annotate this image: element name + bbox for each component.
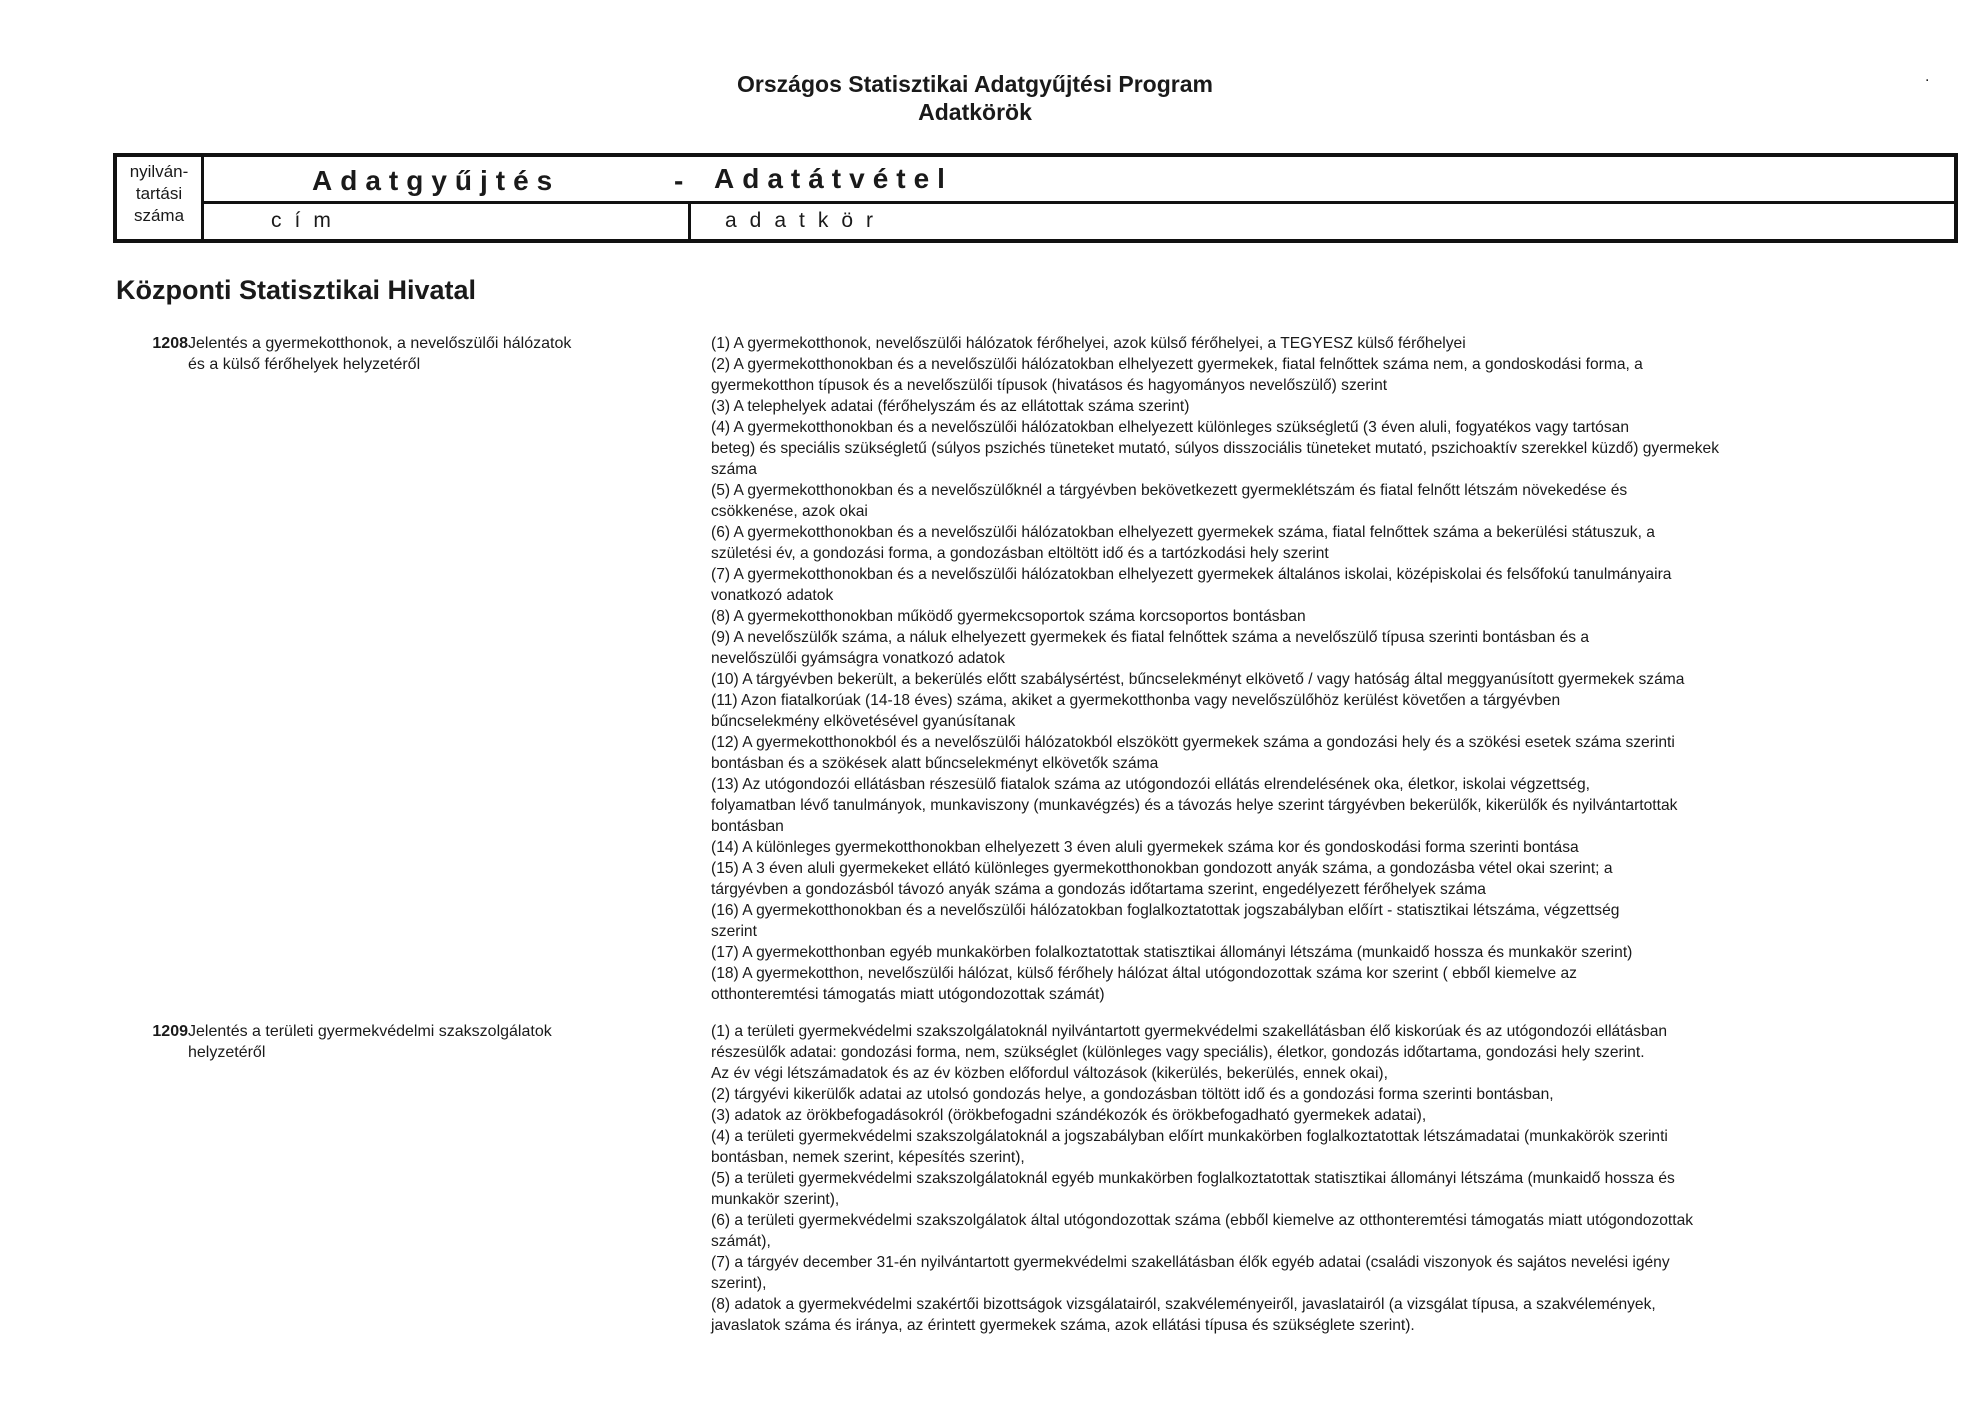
entry-item: (2) A gyermekotthonokban és a nevelőszülői hálózatokban elhelyezett gyermekek, fiatal felnőttek száma nem, a gondoskodási forma, a gyermekotthon típusok és a nevelőszülői típusok (hivatásos és hagyományos nevelőszülő) szerint: [711, 356, 1643, 394]
header-divider-vertical: [688, 203, 691, 239]
entry-item: (6) A gyermekotthonokban és a nevelőszülői hálózatokban elhelyezett gyermekek száma, fiatal felnőttek száma a bekerülési státuszuk, a születési év, a gondozási forma, a gondozásban eltöltött idő és a tartózkodási hely szerint: [711, 524, 1655, 562]
collection-label: Adatgyűjtés: [312, 165, 561, 196]
entry-id: 1209: [152, 1023, 188, 1040]
entry-item: (17) A gyermekotthonban egyéb munkakörben folalkoztatottak statisztikai állományi létszáma (munkaidő hossza és munkakör szerint): [711, 944, 1633, 961]
entry-item: (13) Az utógondozói ellátásban részesülő fiatalok száma az utógondozói ellátás elrendelésének oka, életkor, iskolai végzettség, folyamatban lévő tanulmányok, munkaviszony (munkavégzés) és a távozás helye szerint tárgyévben bekerülők, kikerülők és nyilvántartottak bontásban: [711, 776, 1678, 835]
entry-item: (7) A gyermekotthonokban és a nevelőszülői hálózatokban elhelyezett gyermekek általános iskolai, középiskolai és felsőfokú tanulmányaira vonatkozó adatok: [711, 566, 1672, 604]
entry-title: Jelentés a területi gyermekvédelmi szakszolgálatok helyzetéről: [188, 1023, 552, 1061]
title-column-label: cím: [271, 209, 344, 232]
entry-item: (1) a területi gyermekvédelmi szakszolgálatoknál nyilvántartott gyermekvédelmi szakellátásban élő kiskorúak és az utógondozói ellátásban részesülők adatai: gondozási forma, nem, szükséglet (különleges vagy speciális), életkor, gondozás időtartama, gondozási hely szerint. Az év végi létszámadatok és az év közben előfordul változások (kikerülés, bekerülés, ennek okai),: [711, 1023, 1668, 1082]
entry-title: Jelentés a gyermekotthonok, a nevelőszülői hálózatok és a külső férőhelyek helyzetéről: [188, 335, 572, 373]
entry-item: (1) A gyermekotthonok, nevelőszülői hálózatok férőhelyei, azok külső férőhelyei, a TEGYESZ külső férőhelyei: [711, 335, 1466, 352]
reg-number-label: [117, 157, 204, 239]
scope-column-label: adatkör: [725, 209, 887, 232]
entry-item: (4) a területi gyermekvédelmi szakszolgálatoknál a jogszabályban előírt munkakörben foglalkoztatottak létszámadatai (munkakörök szerinti bontásban, nemek szerint, képesítés szerint),: [711, 1128, 1668, 1166]
receive-label: Adatátvétel: [714, 163, 953, 194]
organization-heading: Központi Statisztikai Hivatal: [116, 275, 477, 305]
program-title: Országos Statisztikai Adatgyűjtési Program: [737, 71, 1213, 97]
entry-item: (6) a területi gyermekvédelmi szakszolgálatok által utógondozottak száma (ebből kiemelve az otthonteremtési támogatás miatt utógondozottak számát),: [711, 1212, 1694, 1250]
page-header: [0, 70, 1950, 126]
entry-item: (5) a területi gyermekvédelmi szakszolgálatoknál egyéb munkakörben foglalkoztatottak statisztikai állományi létszáma (munkaidő hossza és munkakör szerint),: [711, 1170, 1675, 1208]
program-subtitle: Adatkörök: [918, 99, 1032, 125]
entry-id: 1208: [152, 335, 188, 352]
entry-item: (15) A 3 éven aluli gyermekeket ellátó különleges gyermekotthonokban gondozott anyák száma, a gondozásba vétel okai szerint; a tárgyévben a gondozásból távozó anyák száma a gondozás időtartama szerint, engedélyezett férőhelyek száma: [711, 860, 1613, 898]
entry-item: (9) A nevelőszülők száma, a náluk elhelyezett gyermekek és fiatal felnőttek száma a nevelőszülő típusa szerinti bontásban és a nevelőszülői gyámságra vonatkozó adatok: [711, 629, 1590, 667]
column-header-box: [113, 153, 1958, 243]
entry-item: (8) adatok a gyermekvédelmi szakértői bizottságok vizsgálatairól, szakvéleményeiről, javaslatairól (a vizsgálat típusa, a szakvélemények, javaslatok száma és iránya, az érintett gyermekek száma, azok ellátási típusa és szükséglete szerint).: [711, 1296, 1656, 1334]
header-divider-horizontal: [204, 201, 1954, 204]
entry-item: (12) A gyermekotthonokból és a nevelőszülői hálózatokból elszökött gyermekek száma a gondozási hely és a szökési esetek száma szerinti bontásban és a szökések alatt bűncselekményt elkövetők száma: [711, 734, 1675, 772]
entry-item: (18) A gyermekotthon, nevelőszülői hálózat, külső férőhely hálózat által utógondozottak száma kor szerint ( ebből kiemelve az otthonteremtési támogatás miatt utógondozottak számát): [711, 965, 1577, 1003]
entry-item: (10) A tárgyévben bekerült, a bekerülés előtt szabálysértést, bűncselekményt elkövető / vagy hatóság által meggyanúsított gyermekek száma: [711, 671, 1685, 688]
entry-item-list: [711, 1021, 1936, 1336]
entry-item: (5) A gyermekotthonokban és a nevelőszülőknél a tárgyévben bekövetkezett gyermeklétszám és fiatal felnőtt létszám növekedése és csökkenése, azok okai: [711, 482, 1628, 520]
entry-item: (3) A telephelyek adatai (férőhelyszám és az ellátottak száma szerint): [711, 398, 1190, 415]
entry-item: (8) A gyermekotthonokban működő gyermekcsoportok száma korcsoportos bontásban: [711, 608, 1306, 625]
corner-mark: .: [1925, 68, 1930, 85]
header-dash: -: [674, 165, 684, 196]
entry-item: (3) adatok az örökbefogadásokról (örökbefogadni szándékozók és örökbefogadható gyermekek adatai),: [711, 1107, 1427, 1124]
entry-item: (7) a tárgyév december 31-én nyilvántartott gyermekvédelmi szakellátásban élők egyéb adatai (családi viszonyok és sajátos nevelési igény szerint),: [711, 1254, 1670, 1292]
entry-item-list: [711, 333, 1936, 1005]
entry-item: (4) A gyermekotthonokban és a nevelőszülői hálózatokban elhelyezett különleges szükségletű (3 éven aluli, fogyatékos vagy tartósan beteg) és speciális szükségletű (súlyos pszichés tüneteket mutató, súlyos disszociális tüneteket mutató, pszichoaktív szerekkel küzdő) gyermekek száma: [711, 419, 1719, 478]
entry-item: (11) Azon fiatalkorúak (14-18 éves) száma, akiket a gyermekotthonba vagy nevelőszülőhöz kerülést követően a tárgyévben bűncselekmény elkövetésével gyanúsítanak: [711, 692, 1561, 730]
reg-number-text: nyilván- tartási száma: [129, 162, 189, 225]
entry-item: (16) A gyermekotthonokban és a nevelőszülői hálózatokban foglalkoztatottak jogszabályban előírt - statisztikai létszáma, végzettség szerint: [711, 902, 1620, 940]
entry-item: (14) A különleges gyermekotthonokban elhelyezett 3 éven aluli gyermekek száma kor és gondoskodási forma szerinti bontása: [711, 839, 1579, 856]
entry-item: (2) tárgyévi kikerülők adatai az utolsó gondozás helye, a gondozásban töltött idő és a gondozási forma szerinti bontásban,: [711, 1086, 1554, 1103]
